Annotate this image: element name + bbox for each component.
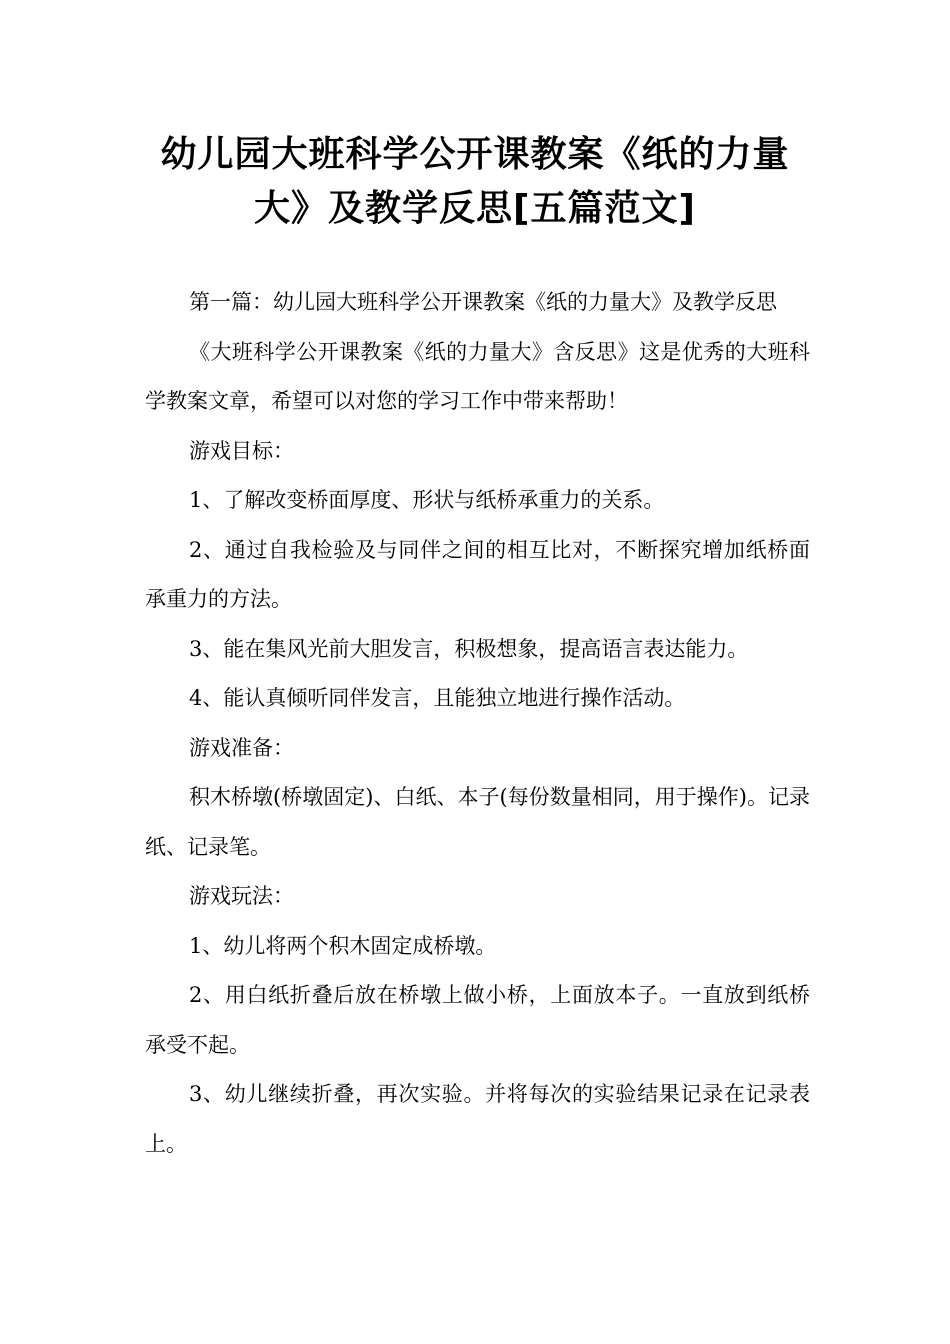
paragraph-goal-4: 4、能认真倾听同伴发言，且能独立地进行操作活动。 (189, 686, 686, 710)
paragraph-goals-heading: 游戏目标： (189, 438, 294, 463)
paragraph-preparation: 积木桥墩(桥墩固定)、白纸、本子(每份数量相同，用于操作)。记录纸、记录笔。 (145, 785, 810, 859)
paragraph-play-3: 3、幼儿继续折叠，再次实验。并将每次的实验结果记录在记录表上。 (145, 1082, 810, 1156)
document-body (145, 278, 810, 1169)
paragraph-preparation-heading: 游戏准备： (189, 735, 294, 760)
paragraph-goal-1: 1、了解改变桥面厚度、形状与纸桥承重力的关系。 (189, 488, 665, 512)
title-line-2: 大》及教学反思[五篇范文] (254, 188, 696, 229)
paragraph-play-1: 1、幼儿将两个积木固定成桥墩。 (189, 933, 497, 958)
title-line-1: 幼儿园大班科学公开课教案《纸的力量 (160, 134, 790, 175)
paragraph-play-2: 2、用白纸折叠后放在桥墩上做小桥，上面放本子。一直放到纸桥承受不起。 (145, 983, 810, 1057)
document-title (120, 128, 830, 236)
paragraph-goal-2: 2、通过自我检验及与同伴之间的相互比对，不断探究增加纸桥面承重力的方法。 (145, 537, 810, 611)
paragraph-intro: 《大班科学公开课教案《纸的力量大》含反思》这是优秀的大班科学教案文章，希望可以对您的学习工作中带来帮助！ (145, 339, 810, 413)
paragraph-part-one-heading: 第一篇：幼儿园大班科学公开课教案《纸的力量大》及教学反思 (189, 290, 777, 314)
paragraph-goal-3: 3、能在集风光前大胆发言，积极想象，提高语言表达能力。 (189, 636, 749, 661)
paragraph-play-heading: 游戏玩法： (189, 884, 294, 908)
